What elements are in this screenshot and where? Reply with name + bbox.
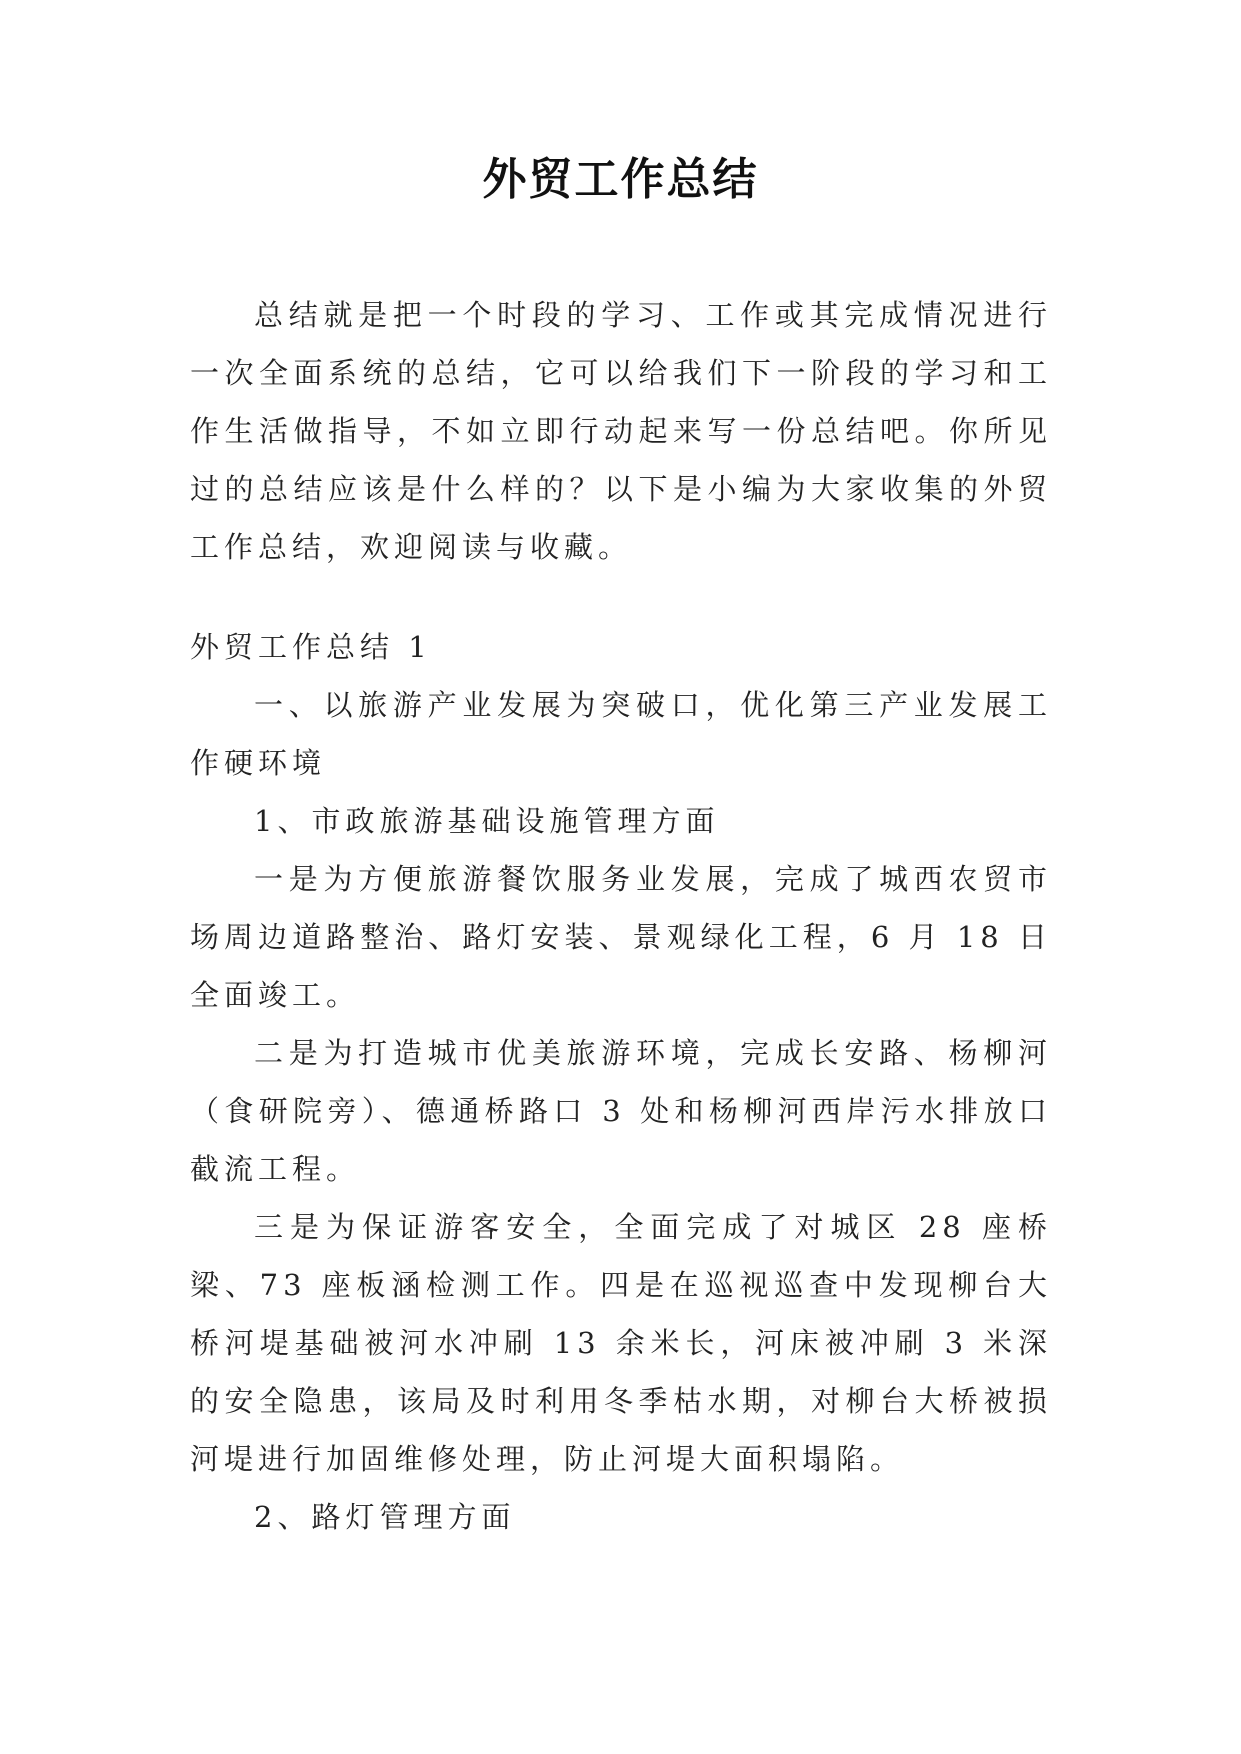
body-paragraph: 2、路灯管理方面 (254, 1500, 516, 1534)
body-paragraph: 一是为方便旅游餐饮服务业发展，完成了城西农贸市场周边道路整治、路灯安装、景观绿化工程，6 月 18 日全面竣工。 (190, 862, 1052, 1012)
body-paragraph: 二是为打造城市优美旅游环境，完成长安路、杨柳河（食研院旁）、德通桥路口 3 处和杨柳河西岸污水排放口截流工程。 (190, 1036, 1052, 1186)
document-title: 外贸工作总结 (482, 154, 759, 205)
section-heading: 外贸工作总结 1 (190, 630, 432, 664)
intro-paragraph: 总结就是把一个时段的学习、工作或其完成情况进行一次全面系统的总结，它可以给我们下一阶段的学习和工作生活做指导，不如立即行动起来写一份总结吧。你所见过的总结应该是什么样的？以下是小编为大家收集的外贸工作总结，欢迎阅读与收藏。 (190, 298, 1052, 564)
body-paragraph: 三是为保证游客安全，全面完成了对城区 28 座桥梁、73 座板涵检测工作。四是在巡视巡查中发现柳台大桥河堤基础被河水冲刷 13 余米长，河床被冲刷 3 米深的安全隐患，该局及时利用冬季枯水期，对柳台大桥被损河堤进行加固维修处理，防止河堤大面积塌陷。 (190, 1210, 1052, 1476)
document-body (190, 286, 1052, 1546)
spacer (190, 576, 1052, 618)
body-paragraph: 1、市政旅游基础设施管理方面 (254, 804, 720, 838)
body-paragraph: 一、以旅游产业发展为突破口，优化第三产业发展工作硬环境 (190, 688, 1052, 780)
